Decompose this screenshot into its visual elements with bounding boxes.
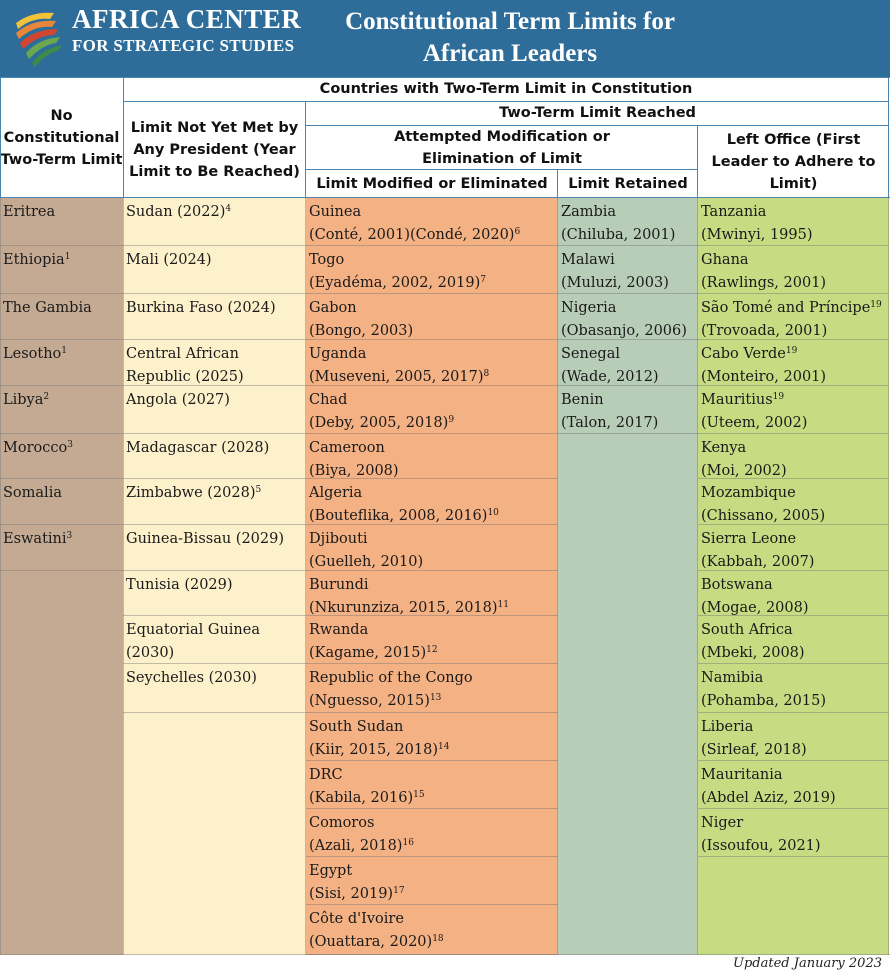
leader-detail-label: (Chissano, 2005)	[701, 507, 826, 524]
country-name	[701, 716, 889, 739]
country-name	[3, 437, 123, 460]
country-name	[3, 297, 123, 320]
country-label: Madagascar (2028)	[126, 440, 270, 456]
footnote-marker: 15	[413, 789, 425, 800]
country-name	[701, 249, 889, 272]
country-label: Malawi	[561, 252, 615, 268]
cell-divider	[123, 712, 306, 713]
footnote-marker: 1	[64, 252, 71, 262]
country-label: São Tomé and Príncipe	[701, 300, 871, 316]
leader-detail-label: (Uteem, 2002)	[701, 414, 808, 431]
country-label: Mauritius	[701, 392, 773, 408]
country-name	[3, 482, 123, 505]
country-name	[309, 860, 558, 883]
africa-logo-icon	[10, 7, 66, 67]
country-name	[701, 389, 889, 412]
country-name	[126, 343, 306, 388]
leader-detail	[309, 787, 558, 810]
leader-detail	[309, 412, 558, 435]
modified-cell	[306, 616, 558, 664]
cell-divider	[0, 954, 890, 955]
country-label: Guinea	[309, 204, 362, 220]
left-office-cell	[698, 713, 889, 761]
modified-cell	[306, 664, 558, 713]
cell-divider	[123, 198, 124, 955]
page-title	[310, 6, 710, 70]
country-name	[701, 764, 889, 787]
country-label: Central African Republic (2025)	[126, 346, 244, 385]
country-label: Uganda	[309, 346, 367, 362]
leader-detail-label: (Mwinyi, 1995)	[701, 226, 813, 243]
header-two-term-group: Countries with Two-Term Limit in Constitution	[319, 81, 693, 97]
header-banner	[0, 0, 890, 77]
country-name	[701, 619, 889, 642]
cell-divider	[305, 198, 306, 955]
footnote-marker: 17	[393, 885, 405, 896]
leader-detail-label: (Guelleh, 2010)	[309, 553, 424, 570]
footnote-marker: 10	[487, 507, 499, 518]
logo-line-2: FOR STRATEGIC STUDIES	[72, 36, 295, 55]
leader-detail	[309, 690, 558, 713]
leader-detail	[701, 642, 889, 665]
logo-wordmark	[72, 6, 301, 54]
leader-detail-label: (Wade, 2012)	[561, 368, 659, 385]
leader-detail-label: (Trovoada, 2001)	[701, 322, 828, 339]
country-name	[309, 667, 558, 690]
country-label: Eswatini	[3, 531, 67, 547]
country-label: Cameroon	[309, 440, 385, 456]
country-name	[701, 574, 889, 597]
country-label: Cabo Verde	[701, 346, 786, 362]
country-label: Namibia	[701, 670, 764, 686]
country-label: Kenya	[701, 440, 747, 456]
leader-detail-label: (Kagame, 2015)	[309, 644, 427, 661]
footnote-marker: 19	[772, 392, 785, 402]
leader-detail	[561, 224, 698, 247]
cell-divider	[0, 570, 123, 571]
leader-detail-label: (Azali, 2018)	[309, 837, 403, 854]
country-name	[3, 389, 123, 412]
country-label: Chad	[309, 392, 348, 408]
country-name	[126, 201, 306, 224]
modified-cell	[306, 571, 558, 616]
leader-detail-label: (Conté, 2001)(Condé, 2020)	[309, 226, 515, 243]
retained-cell	[558, 294, 698, 340]
footnote-marker: 13	[429, 692, 442, 703]
cell-divider	[558, 433, 698, 434]
country-name	[309, 619, 558, 642]
left-office-cell	[698, 571, 889, 616]
page-title-line-2: African Leaders	[422, 40, 598, 67]
country-label: Libya	[3, 392, 44, 408]
cell-divider	[557, 198, 558, 955]
not-yet-met-cell	[123, 616, 306, 664]
leader-detail-label: (Obasanjo, 2006)	[561, 322, 687, 339]
footnote-marker: 11	[497, 599, 509, 610]
country-label: Botswana	[701, 577, 773, 593]
leader-detail-label: (Nkurunziza, 2015, 2018)	[309, 599, 498, 616]
modified-cell	[306, 857, 558, 905]
left-office-cell	[698, 809, 889, 857]
no-limit-cell	[0, 525, 123, 571]
country-label: Seychelles (2030)	[126, 670, 257, 686]
country-label: Sudan (2022)	[126, 204, 226, 220]
country-label: Guinea-Bissau (2029)	[126, 531, 285, 547]
no-limit-cell	[0, 294, 123, 340]
country-label: Senegal	[561, 346, 620, 362]
not-yet-met-cell	[123, 571, 306, 616]
footnote-marker: 18	[432, 933, 444, 944]
leader-detail	[309, 883, 558, 906]
country-label: Nigeria	[561, 300, 617, 316]
footnote-marker: 1	[61, 346, 68, 356]
left-office-cell	[698, 525, 889, 571]
country-name	[309, 343, 558, 366]
country-label: Benin	[561, 392, 604, 408]
leader-detail-label: (Chiluba, 2001)	[561, 226, 676, 243]
modified-cell	[306, 761, 558, 809]
country-label: South Africa	[701, 622, 793, 638]
leader-detail-label: (Mbeki, 2008)	[701, 644, 805, 661]
footnote-marker: 3	[67, 440, 73, 450]
country-name	[561, 389, 698, 412]
footnote-marker: 3	[66, 531, 73, 541]
country-name	[701, 667, 889, 690]
footnote-marker: 4	[225, 204, 232, 214]
leader-detail-label: (Muluzi, 2003)	[561, 274, 669, 291]
country-label: Tunisia (2029)	[126, 577, 233, 593]
country-name	[309, 297, 558, 320]
country-label: Burkina Faso (2024)	[126, 300, 276, 316]
modified-cell	[306, 905, 558, 955]
country-name	[701, 343, 889, 366]
country-label: Eritrea	[3, 204, 56, 220]
footnote-marker: 5	[255, 485, 262, 495]
leader-detail-label: (Sisi, 2019)	[309, 885, 394, 902]
country-name	[561, 343, 698, 366]
no-limit-cell	[0, 246, 123, 294]
country-name	[561, 249, 698, 272]
country-name	[309, 482, 558, 505]
leader-detail-label: (Deby, 2005, 2018)	[309, 414, 449, 431]
header-left-office: Left Office (First Leader to Adhere to Limit)	[711, 131, 876, 192]
footnote-marker: 7	[480, 274, 486, 285]
modified-cell	[306, 479, 558, 525]
footnote-marker: 9	[448, 414, 455, 425]
leader-detail	[309, 931, 558, 954]
modified-cell	[306, 246, 558, 294]
country-name	[3, 343, 123, 366]
country-name	[3, 528, 123, 551]
leader-detail	[701, 272, 889, 295]
country-label: Sierra Leone	[701, 531, 797, 547]
header-retained: Limit Retained	[568, 176, 688, 192]
modified-cell	[306, 434, 558, 479]
leader-detail	[701, 224, 889, 247]
leader-detail-label: (Museveni, 2005, 2017)	[309, 368, 484, 385]
footnote-marker: 19	[870, 300, 882, 310]
country-label: Gabon	[309, 300, 357, 316]
leader-detail-label: (Monteiro, 2001)	[701, 368, 827, 385]
not-yet-met-cell	[123, 434, 306, 479]
leader-detail-label: (Pohamba, 2015)	[701, 692, 826, 709]
leader-detail	[309, 835, 558, 858]
leader-detail	[701, 835, 889, 858]
no-limit-cell	[0, 198, 123, 246]
country-label: Equatorial Guinea (2030)	[126, 622, 260, 661]
leader-detail-label: (Talon, 2017)	[561, 414, 659, 431]
not-yet-met-cell	[123, 246, 306, 294]
cell-divider	[0, 198, 1, 955]
not-yet-met-cell	[123, 294, 306, 340]
country-label: Niger	[701, 815, 744, 831]
country-label: The Gambia	[3, 300, 92, 316]
leader-detail-label: (Kabila, 2016)	[309, 789, 414, 806]
country-name	[309, 716, 558, 739]
country-name	[126, 619, 306, 664]
not-yet-met-cell	[123, 198, 306, 246]
country-name	[701, 201, 889, 224]
not-yet-met-cell	[123, 664, 306, 713]
cell-divider	[888, 198, 889, 955]
retained-cell	[558, 340, 698, 386]
left-office-cell	[698, 340, 889, 386]
country-label: Comoros	[309, 815, 375, 831]
country-name	[309, 389, 558, 412]
leader-detail-label: (Kiir, 2015, 2018)	[309, 741, 438, 758]
country-name	[561, 297, 698, 320]
leader-detail-label: (Issoufou, 2021)	[701, 837, 821, 854]
country-name	[126, 437, 306, 460]
left-office-cell	[698, 386, 889, 434]
footnote-marker: 12	[426, 644, 438, 655]
country-name	[309, 249, 558, 272]
country-name	[309, 574, 558, 597]
retained-cell	[558, 198, 698, 246]
leader-detail	[701, 739, 889, 762]
country-label: Egypt	[309, 863, 353, 879]
leader-detail	[309, 272, 558, 295]
country-name	[3, 201, 123, 224]
left-office-cell	[698, 294, 889, 340]
left-office-cell	[698, 479, 889, 525]
country-label: Rwanda	[309, 622, 369, 638]
no-limit-cell	[0, 386, 123, 434]
country-name	[126, 389, 306, 412]
country-name	[126, 667, 306, 690]
not-yet-met-cell	[123, 479, 306, 525]
footnote-marker: 16	[402, 837, 414, 848]
country-name	[126, 297, 306, 320]
modified-cell	[306, 525, 558, 571]
country-name	[126, 528, 306, 551]
no-limit-cell	[0, 479, 123, 525]
header-not-yet-met: Limit Not Yet Met by Any President (Year Limit to Be Reached)	[129, 119, 300, 180]
country-label: Mauritania	[701, 767, 783, 783]
country-label: Republic of the Congo	[309, 670, 473, 686]
country-label: DRC	[309, 767, 343, 783]
modified-cell	[306, 809, 558, 857]
leader-detail-label: (Kabbah, 2007)	[701, 553, 815, 570]
leader-detail	[309, 739, 558, 762]
country-label: Mozambique	[701, 485, 796, 501]
left-office-cell	[698, 246, 889, 294]
country-name	[309, 528, 558, 551]
leader-detail	[309, 224, 558, 247]
modified-cell	[306, 294, 558, 340]
country-label: Tanzania	[701, 204, 767, 220]
left-office-cell	[698, 616, 889, 664]
country-label: Angola (2027)	[126, 392, 230, 408]
leader-detail	[701, 412, 889, 435]
cell-divider	[697, 198, 698, 955]
footnote-marker: 19	[785, 346, 798, 356]
country-name	[309, 764, 558, 787]
modified-cell	[306, 386, 558, 434]
country-label: Liberia	[701, 719, 754, 735]
country-name	[701, 812, 889, 835]
country-name	[561, 201, 698, 224]
not-yet-met-cell	[123, 386, 306, 434]
cell-divider	[698, 856, 889, 857]
leader-detail-label: (Ouattara, 2020)	[309, 933, 433, 950]
country-name	[309, 908, 558, 931]
not-yet-met-cell	[123, 340, 306, 386]
modified-cell	[306, 340, 558, 386]
country-label: Zimbabwe (2028)	[126, 485, 256, 501]
leader-detail-label: (Biya, 2008)	[309, 462, 399, 479]
leader-detail-label: (Sirleaf, 2018)	[701, 741, 807, 758]
country-name	[701, 297, 889, 320]
left-office-cell	[698, 761, 889, 809]
updated-note: Updated January 2023	[733, 956, 882, 971]
leader-detail-label: (Abdel Aziz, 2019)	[701, 789, 836, 806]
country-label: Mali (2024)	[126, 252, 212, 268]
country-label: Somalia	[3, 485, 62, 501]
leader-detail-label: (Eyadéma, 2002, 2019)	[309, 274, 481, 291]
header-attempted: Attempted Modification or Elimination of Limit	[394, 128, 610, 167]
leader-detail	[561, 412, 698, 435]
country-label: Burundi	[309, 577, 369, 593]
country-name	[309, 201, 558, 224]
country-name	[126, 574, 306, 597]
leader-detail	[309, 642, 558, 665]
page-title-line-1: Constitutional Term Limits for	[345, 8, 675, 35]
country-name	[126, 249, 306, 272]
country-label: South Sudan	[309, 719, 404, 735]
header-no-limit: No Constitutional Two-Term Limit	[0, 107, 123, 168]
no-limit-cell	[0, 434, 123, 479]
country-name	[309, 437, 558, 460]
country-label: Lesotho	[3, 346, 62, 362]
leader-detail-label: (Rawlings, 2001)	[701, 274, 827, 291]
footnote-marker: 6	[514, 226, 521, 237]
retained-cell	[558, 386, 698, 434]
country-label: Togo	[309, 252, 345, 268]
country-label: Ghana	[701, 252, 749, 268]
header-modified: Limit Modified or Eliminated	[316, 176, 548, 192]
country-name	[701, 437, 889, 460]
no-limit-cell	[0, 340, 123, 386]
leader-detail	[701, 690, 889, 713]
modified-cell	[306, 713, 558, 761]
country-label: Ethiopia	[3, 252, 65, 268]
left-office-cell	[698, 434, 889, 479]
footnote-marker: 8	[483, 368, 490, 379]
logo-line-1: AFRICA CENTER	[72, 4, 302, 34]
country-label: Algeria	[309, 485, 363, 501]
left-office-cell	[698, 664, 889, 713]
header-limit-reached: Two-Term Limit Reached	[499, 105, 696, 121]
country-label: Côte d'Ivoire	[309, 911, 404, 927]
leader-detail	[701, 787, 889, 810]
country-name	[3, 249, 123, 272]
leader-detail-label: (Bouteflika, 2008, 2016)	[309, 507, 488, 524]
footnote-marker: 2	[43, 392, 50, 402]
leader-detail-label: (Mogae, 2008)	[701, 599, 809, 616]
footnote-marker: 14	[438, 741, 450, 752]
leader-detail-label: (Bongo, 2003)	[309, 322, 414, 339]
country-name	[309, 812, 558, 835]
not-yet-met-cell	[123, 525, 306, 571]
country-label: Djibouti	[309, 531, 368, 547]
leader-detail	[561, 272, 698, 295]
country-name	[126, 482, 306, 505]
retained-cell	[558, 246, 698, 294]
country-name	[701, 482, 889, 505]
country-label: Zambia	[561, 204, 617, 220]
left-office-cell	[698, 198, 889, 246]
modified-cell	[306, 198, 558, 246]
country-name	[701, 528, 889, 551]
leader-detail-label: (Moi, 2002)	[701, 462, 787, 479]
country-label: Morocco	[3, 440, 68, 456]
leader-detail-label: (Nguesso, 2015)	[309, 692, 430, 709]
